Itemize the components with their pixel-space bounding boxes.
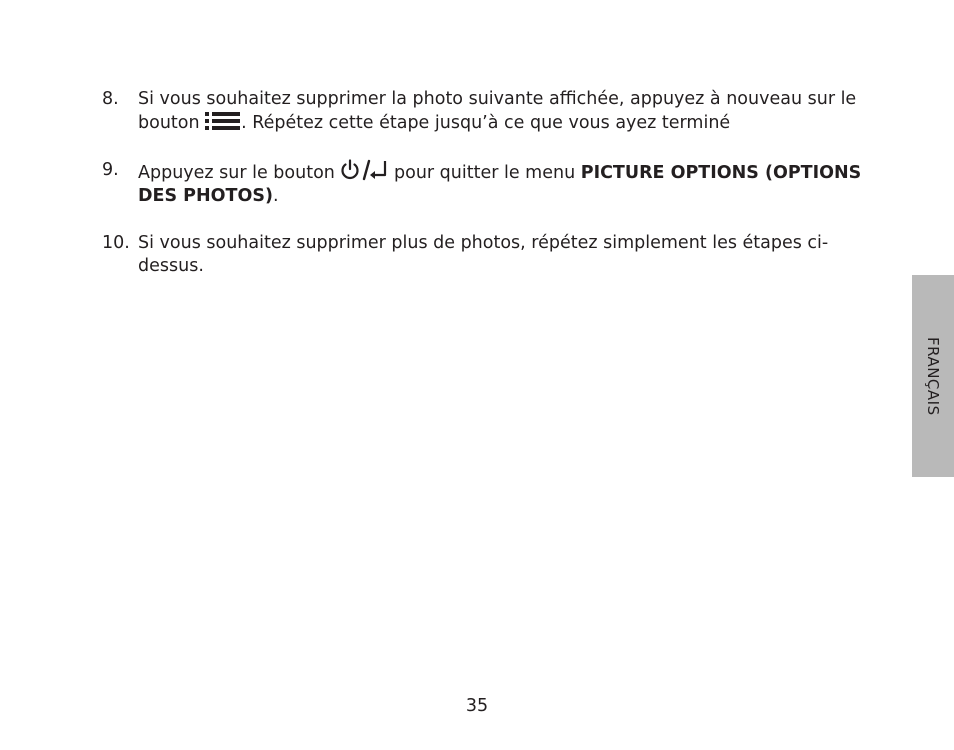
instruction-list	[102, 88, 892, 302]
page-number: 35	[465, 696, 489, 716]
step-text-part: .	[272, 186, 279, 206]
language-tab	[912, 275, 954, 477]
step-9	[102, 159, 892, 208]
language-tab-label: FRANÇAIS	[924, 336, 942, 416]
menu-name: PICTURE OPTIONS (OPTIONS DES PHOTOS)	[138, 163, 862, 206]
step-text-part: Appuyez sur le bouton	[138, 163, 341, 183]
step-number: 8.	[102, 89, 119, 109]
step-text-part: Si vous souhaitez supprimer la photo suivante affichée, appuyez à nouveau sur le bouton	[138, 89, 857, 133]
step-8	[102, 88, 892, 135]
language-tab-label-wrap	[912, 275, 954, 477]
step-number: 10.	[102, 233, 130, 253]
power-return-icon	[340, 159, 388, 181]
step-text	[138, 159, 892, 208]
menu-list-icon	[205, 111, 241, 131]
step-number: 9.	[102, 160, 119, 180]
step-text-part: Si vous souhaitez supprimer plus de photos, répétez simplement les étapes ci-dessus.	[138, 233, 829, 276]
step-text	[138, 88, 892, 135]
step-text	[138, 232, 892, 278]
step-text-part: pour quitter le menu	[388, 163, 581, 183]
step-text-part: . Répétez cette étape jusqu’à ce que vous ayez terminé	[241, 113, 731, 133]
step-10	[102, 232, 892, 278]
